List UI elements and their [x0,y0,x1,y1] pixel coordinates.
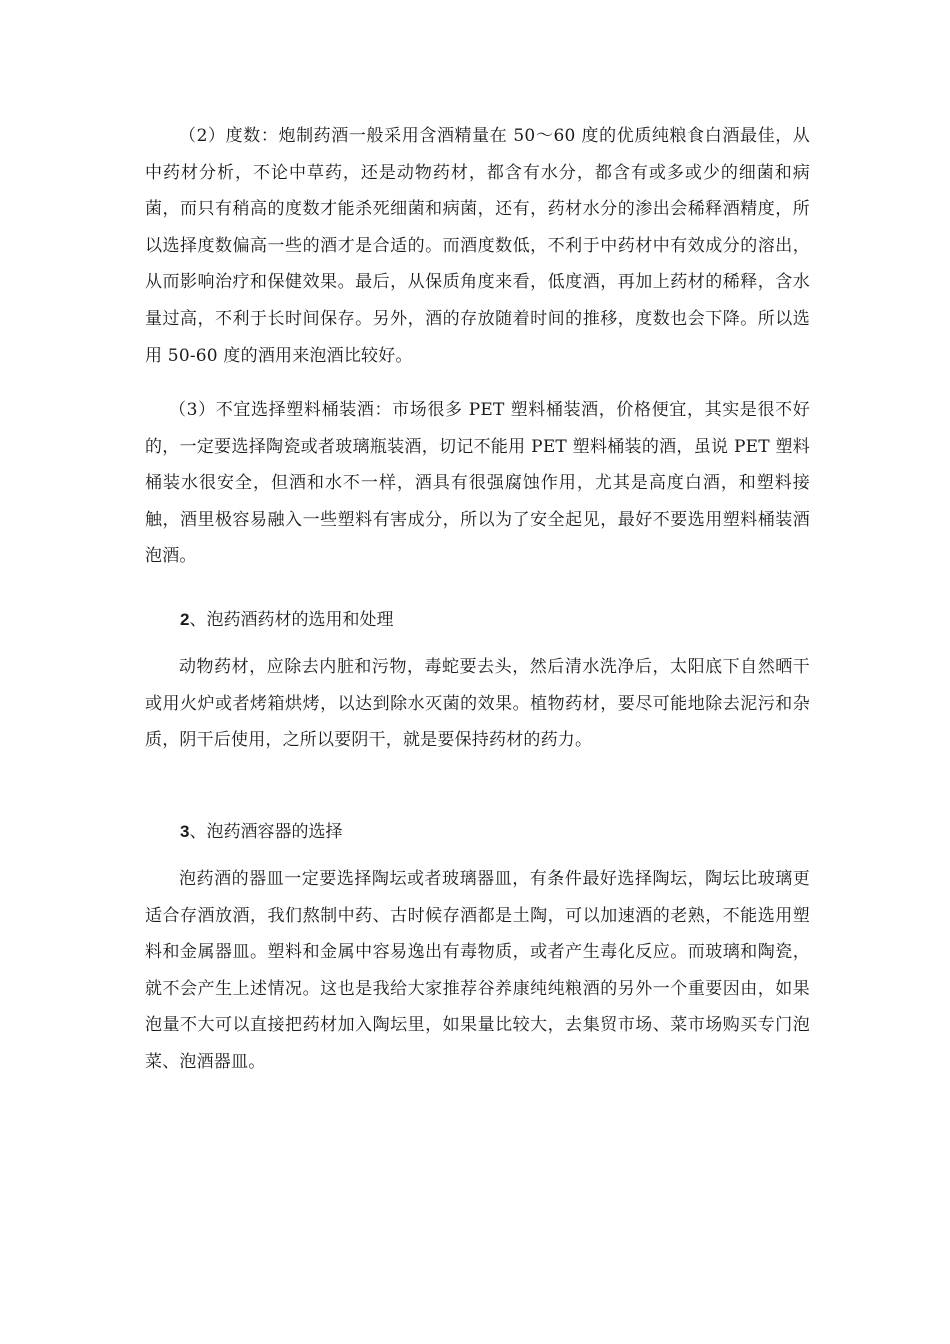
paragraph-no-plastic-barrel: （3）不宜选择塑料桶装酒：市场很多 PET 塑料桶装酒，价格便宜，其实是很不好的，一定要选择陶瓷或者玻璃瓶装酒，切记不能用 PET 塑料桶装的酒，虽说 PET 塑料桶装水很安全，但酒和水不一样，酒具有很强腐蚀作用，尤其是高度白酒，和塑料接触，酒里极容易融入一些塑料有害成分，所以为了安全起见，最好不要选用塑料桶装酒泡酒。 [145,400,810,567]
heading-container-selection [180,814,342,850]
heading-herb-selection [180,602,393,638]
heading-number: 2 [180,610,190,629]
paragraph-herb-processing: 动物药材，应除去内脏和污物，毒蛇要去头，然后清水洗净后，太阳底下自然晒干或用火炉或者烤箱烘烤，以达到除水灭菌的效果。植物药材，要尽可能地除去泥污和杂质，阴干后使用，之所以要阴干，就是要保持药材的药力。 [145,657,810,751]
heading-title: 、泡药酒容器的选择 [189,822,343,842]
heading-number: 3 [180,822,190,841]
heading-title: 、泡药酒药材的选用和处理 [189,610,394,630]
paragraph-liquor-degree: （2）度数：炮制药酒一般采用含酒精量在 50～60 度的优质纯粮食白酒最佳，从中药材分析，不论中草药，还是动物药材，都含有水分，都含有或多或少的细菌和病菌，而只有稍高的度数才能杀死细菌和病菌，还有，药材水分的渗出会稀释酒精度，所以选择度数偏高一些的酒才是合适的。而酒度数低，不利于中药材中有效成分的溶出，从而影响治疗和保健效果。最后，从保质角度来看，低度酒，再加上药材的稀释，含水量过高，不利于长时间保存。另外，酒的存放随着时间的推移，度数也会下降。所以选用 50-60 度的酒用来泡酒比较好。 [145,126,810,366]
paragraph-container-choice: 泡药酒的器皿一定要选择陶坛或者玻璃器皿，有条件最好选择陶坛，陶坛比玻璃更适合存酒放酒，我们熬制中药、古时候存酒都是土陶，可以加速酒的老熟，不能选用塑料和金属器皿。塑料和金属中容易逸出有毒物质，或者产生毒化反应。而玻璃和陶瓷，就不会产生上述情况。这也是我给大家推荐谷养康纯纯粮酒的另外一个重要因由，如果泡量不大可以直接把药材加入陶坛里，如果量比较大，去集贸市场、菜市场购买专门泡菜、泡酒器皿。 [145,869,810,1072]
